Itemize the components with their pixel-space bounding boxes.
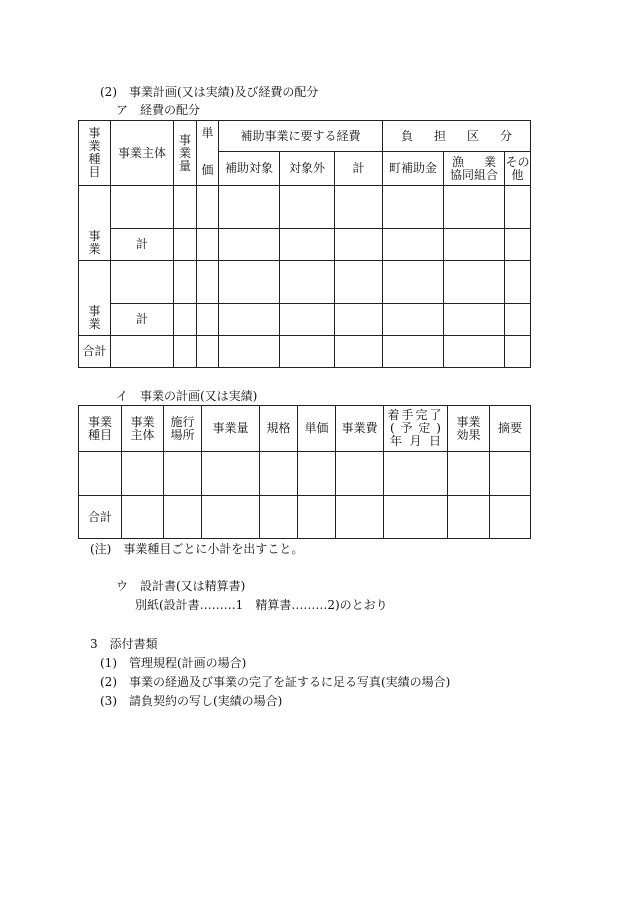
header-project-volume: 事業量 [202,406,260,452]
cell [111,186,174,229]
header-start-completion-date: 着手完了 ( 予 定 ) 年 月 日 [384,406,448,452]
section-c-detail: 別紙(設計書………1 精算書………2)のとおり [135,598,388,612]
attachment-item-2: (2) 事業の経過及び事業の完了を証するに足る写真(実績の場合) [100,675,451,689]
section-c-title: ウ 設計書(又は精算書) [116,579,246,593]
header-project-entity: 事業主体 [122,406,164,452]
header-unit-price: 単 価 [197,121,219,186]
row-subtotal-label: 計 [111,304,174,336]
header-burden-category: 負 担 区 分 [383,121,531,152]
header-project-entity: 事業主体 [111,121,174,186]
header-non-subsidized: 対象外 [280,152,335,186]
header-unit-price: 単価 [298,406,336,452]
header-project-volume: 事業量 [174,121,197,186]
header-summary: 摘 要 [490,406,531,452]
header-project-effect: 事業効果 [448,406,490,452]
header-required-expenses: 補助事業に要する経費 [219,121,383,152]
table-note: (注) 事業種目ごとに小計を出すこと。 [90,542,304,556]
header-project-type: 事業種目 [79,121,111,186]
row-subtotal-label: 計 [111,229,174,261]
row-project-2-label: 事業 [79,261,111,336]
row-grand-total-label: 合計 [79,336,111,368]
attachment-item-3: (3) 請負契約の写し(実績の場合) [100,694,283,708]
row-project-1-label: 事業 [79,186,111,261]
header-fishery-cooperative: 漁 業 協同組合 [444,152,505,186]
attachment-item-1: (1) 管理規程(計画の場合) [100,656,247,670]
header-expense-total: 計 [335,152,383,186]
section-3-title: 3 添付書類 [90,637,158,651]
header-other: その他 [505,152,531,186]
row-total-label: 合計 [79,496,122,539]
cost-allocation-table [78,120,531,368]
project-plan-table [78,405,531,539]
header-project-type: 事業種目 [79,406,122,452]
header-specification: 規格 [260,406,298,452]
header-project-cost: 事業費 [336,406,384,452]
header-construction-site: 施行場所 [164,406,202,452]
section-heading-2: (2) 事業計画(又は実績)及び経費の配分 [100,85,319,99]
header-subsidized: 補助対象 [219,152,280,186]
section-b-title: イ 事業の計画(又は実績) [116,389,258,403]
header-town-subsidy: 町補助金 [383,152,444,186]
section-a-title: ア 経費の配分 [116,103,201,117]
